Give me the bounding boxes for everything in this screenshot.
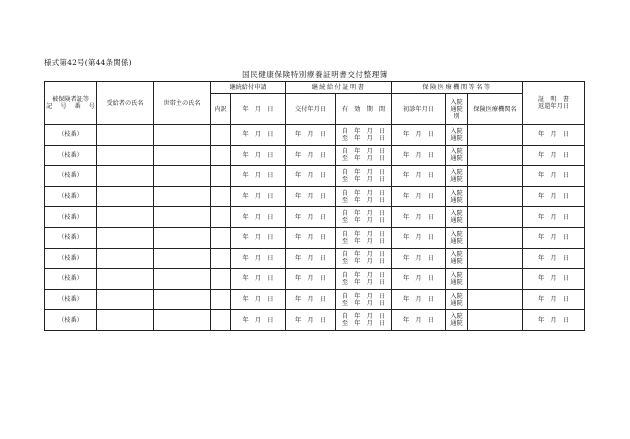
- issue-date-cell[interactable]: 年 月 日: [286, 248, 336, 269]
- inpatient-label: 入院: [450, 148, 463, 156]
- first-visit-cell[interactable]: 年 月 日: [392, 125, 446, 146]
- validity-cell[interactable]: [336, 166, 392, 187]
- inout-class-cell[interactable]: [446, 166, 468, 187]
- outpatient-label: 通院: [450, 299, 463, 307]
- validity-from: 自 年 月 日: [341, 251, 386, 259]
- validity-from: 自 年 月 日: [341, 292, 386, 300]
- validity-to: 至 年 月 日: [341, 175, 386, 183]
- branch-number-cell[interactable]: （枝番）: [45, 310, 97, 331]
- institution-name-cell[interactable]: [468, 125, 523, 146]
- return-date-cell[interactable]: 年 月 日: [523, 248, 585, 269]
- inout-class-cell[interactable]: [446, 248, 468, 269]
- return-date-cell[interactable]: 年 月 日: [523, 227, 585, 248]
- outpatient-label: 通院: [450, 155, 463, 163]
- header-request-date: 年 月 日: [231, 94, 286, 125]
- validity-cell[interactable]: [336, 125, 392, 146]
- issue-date-cell[interactable]: 年 月 日: [286, 186, 336, 207]
- header-inout-class: 入院 通院 別: [446, 94, 468, 125]
- validity-cell[interactable]: [336, 227, 392, 248]
- institution-name-cell[interactable]: [468, 269, 523, 290]
- recipient-name-cell[interactable]: [97, 227, 154, 248]
- validity-to: 至 年 月 日: [341, 237, 386, 245]
- validity-from: 自 年 月 日: [341, 313, 386, 321]
- branch-number-cell[interactable]: （枝番）: [45, 186, 97, 207]
- issue-date-cell[interactable]: 年 月 日: [286, 289, 336, 310]
- institution-name-cell[interactable]: [468, 310, 523, 331]
- branch-number-cell[interactable]: （枝番）: [45, 289, 97, 310]
- validity-to: 至 年 月 日: [341, 320, 386, 328]
- header-uchiwake: 内訳: [211, 94, 231, 125]
- institution-name-cell[interactable]: [468, 289, 523, 310]
- outpatient-label: 通院: [450, 258, 463, 266]
- header-issue-date: 交付年月日: [286, 94, 336, 125]
- institution-name-cell[interactable]: [468, 166, 523, 187]
- inpatient-label: 入院: [450, 210, 463, 218]
- branch-number-cell[interactable]: （枝番）: [45, 125, 97, 146]
- first-visit-cell[interactable]: 年 月 日: [392, 166, 446, 187]
- issue-date-cell[interactable]: 年 月 日: [286, 145, 336, 166]
- first-visit-cell[interactable]: 年 月 日: [392, 145, 446, 166]
- table-row: [45, 145, 585, 166]
- first-visit-cell[interactable]: 年 月 日: [392, 269, 446, 290]
- inpatient-label: 入院: [450, 127, 463, 135]
- validity-cell[interactable]: [336, 186, 392, 207]
- outpatient-label: 通院: [450, 134, 463, 142]
- issue-date-cell[interactable]: 年 月 日: [286, 125, 336, 146]
- uchiwake-cell[interactable]: [211, 269, 231, 290]
- uchiwake-cell[interactable]: [211, 207, 231, 228]
- recipient-name-cell[interactable]: [97, 207, 154, 228]
- householder-name-cell[interactable]: [154, 227, 211, 248]
- recipient-name-cell[interactable]: [97, 269, 154, 290]
- validity-from: 自 年 月 日: [341, 168, 386, 176]
- uchiwake-cell[interactable]: [211, 186, 231, 207]
- institution-name-cell[interactable]: [468, 145, 523, 166]
- branch-number-cell[interactable]: （枝番）: [45, 227, 97, 248]
- inout-class-cell[interactable]: [446, 289, 468, 310]
- inpatient-label: 入院: [450, 168, 463, 176]
- uchiwake-cell[interactable]: [211, 227, 231, 248]
- householder-name-cell[interactable]: [154, 248, 211, 269]
- request-date-cell[interactable]: 年 月 日: [231, 186, 286, 207]
- validity-cell[interactable]: [336, 145, 392, 166]
- request-date-cell[interactable]: 年 月 日: [231, 166, 286, 187]
- outpatient-label: 通院: [450, 320, 463, 328]
- first-visit-cell[interactable]: 年 月 日: [392, 186, 446, 207]
- institution-name-cell[interactable]: [468, 227, 523, 248]
- return-date-cell[interactable]: 年 月 日: [523, 310, 585, 331]
- request-date-cell[interactable]: 年 月 日: [231, 227, 286, 248]
- validity-to: 至 年 月 日: [341, 134, 386, 142]
- branch-number-cell[interactable]: （枝番）: [45, 269, 97, 290]
- table-row: [45, 207, 585, 228]
- table-row: [45, 289, 585, 310]
- householder-name-cell[interactable]: [154, 207, 211, 228]
- householder-name-cell[interactable]: [154, 125, 211, 146]
- outpatient-label: 通院: [450, 175, 463, 183]
- table-row: [45, 125, 585, 146]
- uchiwake-cell[interactable]: [211, 248, 231, 269]
- inpatient-label: 入院: [450, 271, 463, 279]
- table-row: [45, 269, 585, 290]
- return-date-cell[interactable]: 年 月 日: [523, 289, 585, 310]
- recipient-name-cell[interactable]: [97, 166, 154, 187]
- first-visit-cell[interactable]: 年 月 日: [392, 248, 446, 269]
- first-visit-cell[interactable]: 年 月 日: [392, 289, 446, 310]
- table-row: [45, 186, 585, 207]
- first-visit-cell[interactable]: 年 月 日: [392, 207, 446, 228]
- table-row: [45, 227, 585, 248]
- validity-cell[interactable]: [336, 310, 392, 331]
- recipient-name-cell[interactable]: [97, 310, 154, 331]
- institution-name-cell[interactable]: [468, 248, 523, 269]
- recipient-name-cell[interactable]: [97, 125, 154, 146]
- header-certificate-issue: 継続給付証明書: [286, 82, 392, 94]
- validity-from: 自 年 月 日: [341, 210, 386, 218]
- form-number: 様式第42号(第44条関係): [44, 58, 132, 67]
- header-continuation-request: 継続給付申請: [211, 82, 286, 94]
- inout-class-cell[interactable]: [446, 269, 468, 290]
- householder-name-cell[interactable]: [154, 310, 211, 331]
- validity-to: 至 年 月 日: [341, 155, 386, 163]
- header-institution-name: 保険医療機関名: [468, 94, 523, 125]
- uchiwake-cell[interactable]: [211, 145, 231, 166]
- inpatient-label: 入院: [450, 313, 463, 321]
- uchiwake-cell[interactable]: [211, 125, 231, 146]
- return-date-cell[interactable]: 年 月 日: [523, 269, 585, 290]
- recipient-name-cell[interactable]: [97, 145, 154, 166]
- request-date-cell[interactable]: 年 月 日: [231, 248, 286, 269]
- uchiwake-cell[interactable]: [211, 310, 231, 331]
- issue-date-cell[interactable]: 年 月 日: [286, 166, 336, 187]
- inout-class-cell[interactable]: [446, 310, 468, 331]
- householder-name-cell[interactable]: [154, 145, 211, 166]
- validity-from: 自 年 月 日: [341, 230, 386, 238]
- validity-cell[interactable]: [336, 289, 392, 310]
- return-date-cell[interactable]: 年 月 日: [523, 207, 585, 228]
- inpatient-label: 入院: [450, 230, 463, 238]
- table-row: [45, 166, 585, 187]
- header-insured-number: 被保険者証等 記 号 番 号: [45, 82, 97, 125]
- inout-class-cell[interactable]: [446, 125, 468, 146]
- householder-name-cell[interactable]: [154, 166, 211, 187]
- header-householder-name: 世帯主の氏名: [154, 82, 211, 125]
- issue-date-cell[interactable]: 年 月 日: [286, 310, 336, 331]
- header-recipient-name: 受給者の氏名: [97, 82, 154, 125]
- return-date-cell[interactable]: 年 月 日: [523, 125, 585, 146]
- header-medical-institution: 保険医療機関等名等: [392, 82, 523, 94]
- request-date-cell[interactable]: 年 月 日: [231, 269, 286, 290]
- institution-name-cell[interactable]: [468, 207, 523, 228]
- recipient-name-cell[interactable]: [97, 248, 154, 269]
- validity-to: 至 年 月 日: [341, 278, 386, 286]
- outpatient-label: 通院: [450, 237, 463, 245]
- header-certificate-return: 証 明 書 返還年月日: [523, 82, 585, 125]
- request-date-cell[interactable]: 年 月 日: [231, 310, 286, 331]
- document-title: 国民健康保険特別療養証明書交付整理簿: [242, 70, 388, 79]
- validity-from: 自 年 月 日: [341, 127, 386, 135]
- uchiwake-cell[interactable]: [211, 289, 231, 310]
- outpatient-label: 通院: [450, 278, 463, 286]
- inout-class-cell[interactable]: [446, 207, 468, 228]
- register-table: [44, 81, 585, 331]
- issue-date-cell[interactable]: 年 月 日: [286, 207, 336, 228]
- inout-class-cell[interactable]: [446, 186, 468, 207]
- branch-number-cell[interactable]: （枝番）: [45, 145, 97, 166]
- inout-class-cell[interactable]: [446, 227, 468, 248]
- inout-class-cell[interactable]: [446, 145, 468, 166]
- return-date-cell[interactable]: 年 月 日: [523, 186, 585, 207]
- outpatient-label: 通院: [450, 196, 463, 204]
- branch-number-cell[interactable]: （枝番）: [45, 166, 97, 187]
- header-first-visit: 初診年月日: [392, 94, 446, 125]
- validity-to: 至 年 月 日: [341, 196, 386, 204]
- householder-name-cell[interactable]: [154, 186, 211, 207]
- request-date-cell[interactable]: 年 月 日: [231, 289, 286, 310]
- validity-cell[interactable]: [336, 269, 392, 290]
- inpatient-label: 入院: [450, 292, 463, 300]
- householder-name-cell[interactable]: [154, 269, 211, 290]
- recipient-name-cell[interactable]: [97, 186, 154, 207]
- first-visit-cell[interactable]: 年 月 日: [392, 227, 446, 248]
- request-date-cell[interactable]: 年 月 日: [231, 145, 286, 166]
- table-row: [45, 248, 585, 269]
- validity-from: 自 年 月 日: [341, 189, 386, 197]
- request-date-cell[interactable]: 年 月 日: [231, 125, 286, 146]
- first-visit-cell[interactable]: 年 月 日: [392, 310, 446, 331]
- uchiwake-cell[interactable]: [211, 166, 231, 187]
- issue-date-cell[interactable]: 年 月 日: [286, 227, 336, 248]
- validity-to: 至 年 月 日: [341, 258, 386, 266]
- issue-date-cell[interactable]: 年 月 日: [286, 269, 336, 290]
- institution-name-cell[interactable]: [468, 186, 523, 207]
- validity-from: 自 年 月 日: [341, 271, 386, 279]
- request-date-cell[interactable]: 年 月 日: [231, 207, 286, 228]
- outpatient-label: 通院: [450, 217, 463, 225]
- inpatient-label: 入院: [450, 251, 463, 259]
- validity-to: 至 年 月 日: [341, 217, 386, 225]
- householder-name-cell[interactable]: [154, 289, 211, 310]
- branch-number-cell[interactable]: （枝番）: [45, 248, 97, 269]
- table-row: [45, 310, 585, 331]
- validity-cell[interactable]: [336, 207, 392, 228]
- validity-to: 至 年 月 日: [341, 299, 386, 307]
- recipient-name-cell[interactable]: [97, 289, 154, 310]
- return-date-cell[interactable]: 年 月 日: [523, 145, 585, 166]
- return-date-cell[interactable]: 年 月 日: [523, 166, 585, 187]
- validity-from: 自 年 月 日: [341, 148, 386, 156]
- validity-cell[interactable]: [336, 248, 392, 269]
- inpatient-label: 入院: [450, 189, 463, 197]
- header-validity: 有 効 期 間: [336, 94, 392, 125]
- branch-number-cell[interactable]: （枝番）: [45, 207, 97, 228]
